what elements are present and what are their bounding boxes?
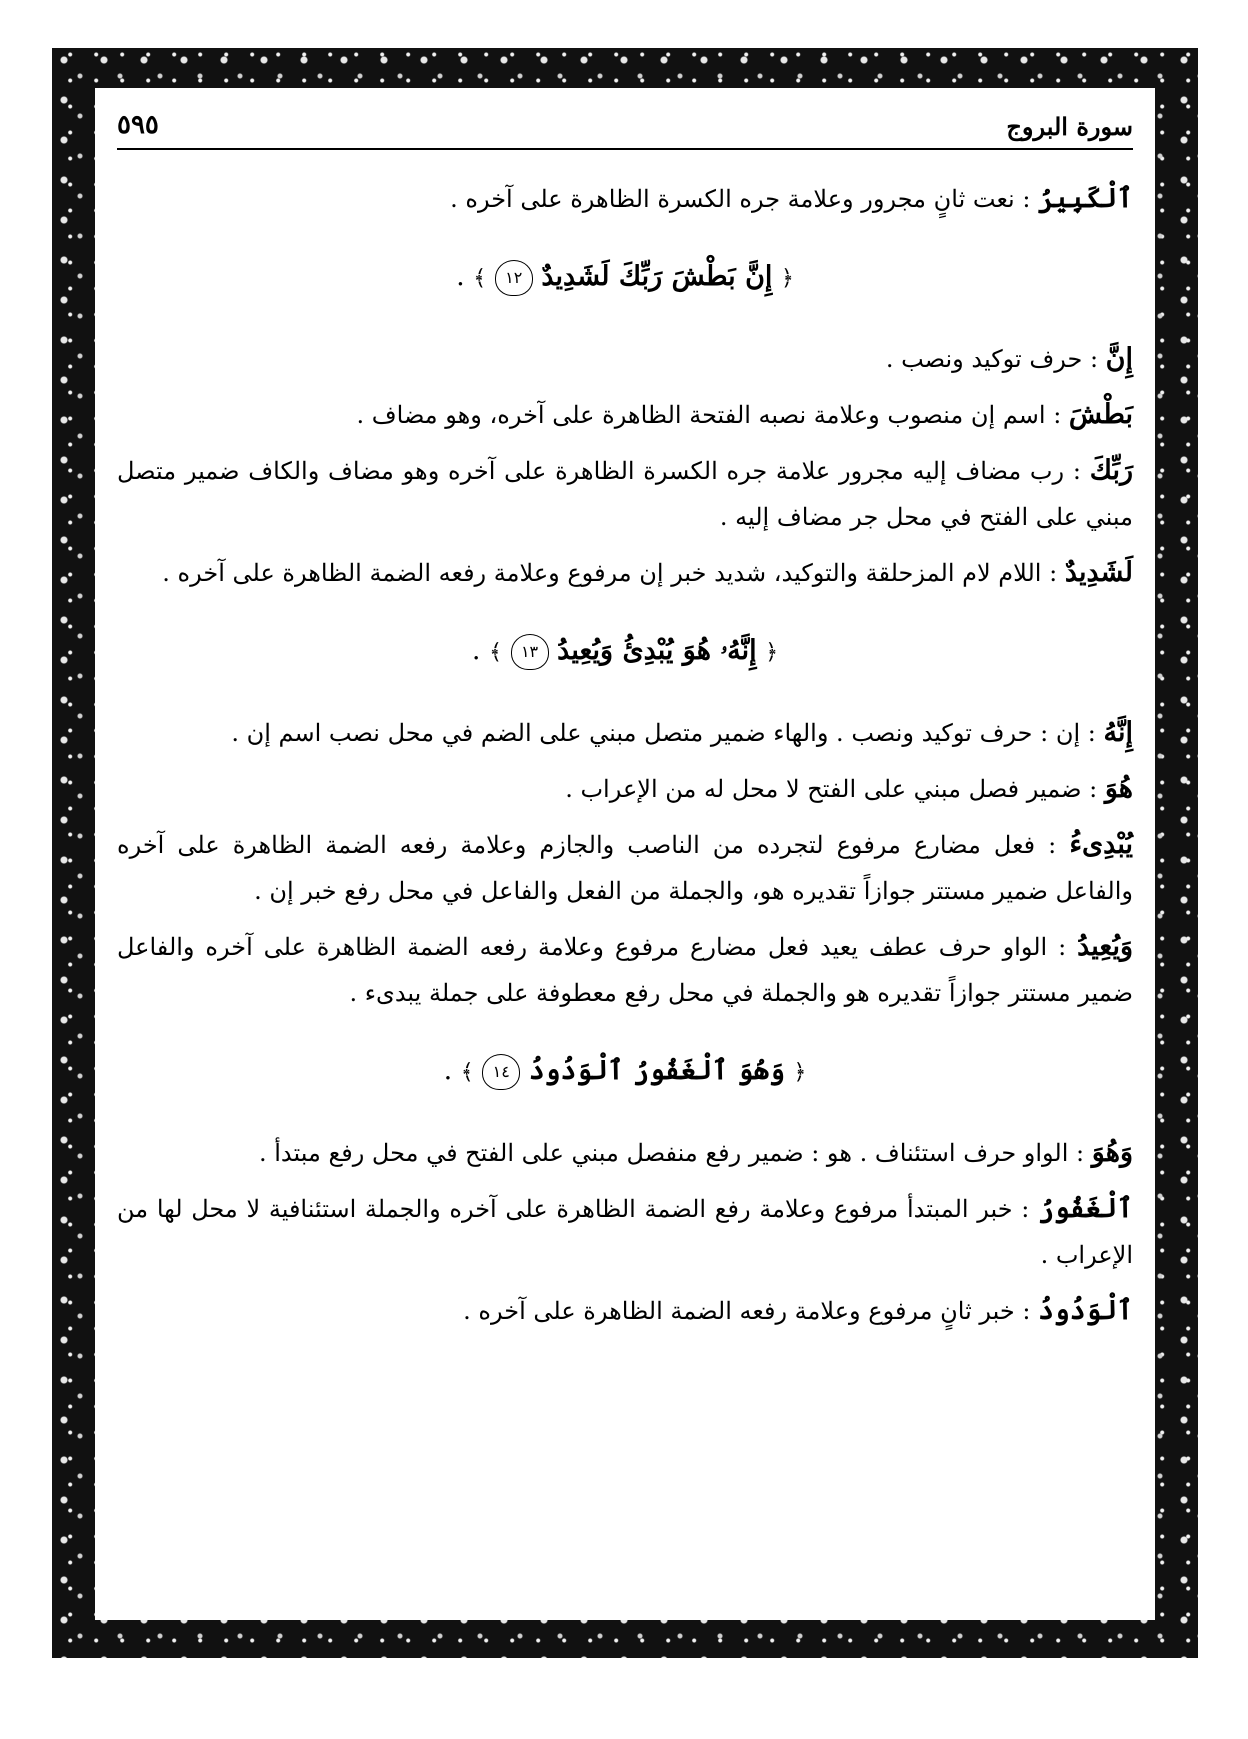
page-header [117, 108, 1133, 150]
entry-term: إِنَّهُ [1103, 717, 1133, 748]
entry-separator: : [1047, 933, 1078, 961]
ayah-number: ١٢ [495, 260, 533, 296]
entry-group-2 [117, 336, 1133, 596]
analysis-entry [117, 550, 1133, 596]
analysis-entry [117, 766, 1133, 812]
ayah-number: ١٤ [482, 1054, 520, 1090]
entry-text: اللام لام المزحلقة والتوكيد، شديد خبر إن مرفوع وعلامة رفعه الضمة الظاهرة على آخره . [162, 559, 1042, 587]
entry-text: خبر ثانٍ مرفوع وعلامة رفعه الضمة الظاهرة على آخره . [463, 1297, 1015, 1325]
analysis-entry [117, 448, 1133, 540]
verse-12 [117, 252, 1133, 304]
verse-14 [117, 1046, 1133, 1098]
entry-term: وَهُوَ [1091, 1137, 1133, 1168]
analysis-entry [117, 710, 1133, 756]
verse-text: إِنَّهُۥ هُوَ يُبْدِئُ وَيُعِيدُ [557, 635, 757, 666]
entry-text: ضمير فصل مبني على الفتح لا محل له من الإعراب . [565, 775, 1082, 803]
entry-term: لَشَدِيدٌ [1064, 557, 1133, 588]
analysis-entry [117, 924, 1133, 1016]
verse-tail: . [471, 635, 481, 666]
entry-separator: : [1014, 185, 1039, 213]
entry-text: إن : حرف توكيد ونصب . والهاء ضمير متصل مبني على الضم في محل نصب اسم إن . [231, 719, 1081, 747]
entry-term: ٱلْكَبِيرُ [1038, 183, 1133, 214]
entry-text: الواو حرف عطف يعيد فعل مضارع مرفوع وعلامة رفعه الضمة الظاهرة على آخره والفاعل ضمير مستتر جوازاً تقديره هو والجملة في محل رفع معطوفة على جملة يبدىء . [117, 933, 1133, 1007]
entry-text: حرف توكيد ونصب . [885, 345, 1083, 373]
page [95, 88, 1155, 1620]
entry-separator: : [1080, 719, 1104, 747]
entry-term: ٱلْغَفُورُ [1038, 1193, 1134, 1224]
verse-open-bracket: ﴿ [781, 266, 794, 291]
verse-text: إِنَّ بَطْشَ رَبِّكَ لَشَدِيدٌ [541, 261, 773, 292]
ayah-number: ١٣ [511, 634, 549, 670]
entry-term: إِنَّ [1105, 343, 1133, 374]
verse-tail: . [456, 261, 465, 292]
verse-close-bracket: ﴾ [489, 640, 502, 665]
entry-term: وَيُعِيدُ [1077, 931, 1134, 962]
entry-separator: : [1012, 1195, 1039, 1223]
entry-group-1 [117, 176, 1133, 222]
entry-text: خبر المبتدأ مرفوع وعلامة رفع الضمة الظاهرة على آخره والجملة استئنافية لا محل لها من الإعراب . [117, 1195, 1133, 1269]
entry-separator: : [1045, 401, 1069, 429]
entry-separator: : [1014, 1297, 1039, 1325]
entry-separator: : [1082, 345, 1106, 373]
surah-name: سورة البروج [1006, 112, 1133, 141]
entry-text: فعل مضارع مرفوع لتجرده من الناصب والجازم وعلامة رفعه الضمة الظاهرة على آخره والفاعل ضمير مستتر جوازاً تقديره هو، والجملة من الفعل والفاعل في محل رفع خبر إن . [117, 831, 1133, 905]
entry-term: يُبْدِىءُ [1069, 829, 1133, 860]
entry-separator: : [1035, 831, 1070, 859]
analysis-entry [117, 1130, 1133, 1176]
entry-text: نعت ثانٍ مجرور وعلامة جره الكسرة الظاهرة على آخره . [450, 185, 1015, 213]
entry-group-3 [117, 710, 1133, 1016]
entry-term: رَبِّكَ [1089, 455, 1134, 486]
entry-separator: : [1064, 457, 1090, 485]
entry-group-4 [117, 1130, 1133, 1334]
verse-open-bracket: ﴿ [765, 640, 779, 665]
verse-open-bracket: ﴿ [793, 1060, 807, 1085]
page-body [117, 176, 1133, 1344]
verse-close-bracket: ﴾ [473, 266, 487, 291]
entry-term: ٱلْوَدُودُ [1038, 1295, 1133, 1326]
verse-tail: . [443, 1055, 453, 1086]
analysis-entry [117, 1288, 1133, 1334]
entry-separator: : [1081, 775, 1105, 803]
page-number: ٥٩٥ [117, 110, 159, 140]
verse-13 [117, 626, 1133, 678]
entry-separator: : [1041, 559, 1065, 587]
analysis-entry [117, 1186, 1133, 1278]
entry-text: اسم إن منصوب وعلامة نصبه الفتحة الظاهرة على آخره، وهو مضاف . [356, 401, 1046, 429]
analysis-entry [117, 392, 1133, 438]
analysis-entry [117, 336, 1133, 382]
entry-term: هُوَ [1104, 773, 1133, 804]
entry-separator: : [1068, 1139, 1092, 1167]
entry-text: رب مضاف إليه مجرور علامة جره الكسرة الظاهرة على آخره وهو مضاف والكاف ضمير متصل مبني على الفتح في محل جر مضاف إليه . [117, 457, 1133, 531]
entry-text: الواو حرف استئناف . هو : ضمير رفع منفصل مبني على الفتح في محل رفع مبتدأ . [258, 1139, 1069, 1167]
entry-term: بَطْشَ [1068, 399, 1133, 430]
analysis-entry [117, 176, 1133, 222]
verse-text: وَهُوَ ٱلْغَفُورُ ٱلْوَدُودُ [528, 1055, 785, 1086]
analysis-entry [117, 822, 1133, 914]
verse-close-bracket: ﴾ [460, 1060, 474, 1085]
